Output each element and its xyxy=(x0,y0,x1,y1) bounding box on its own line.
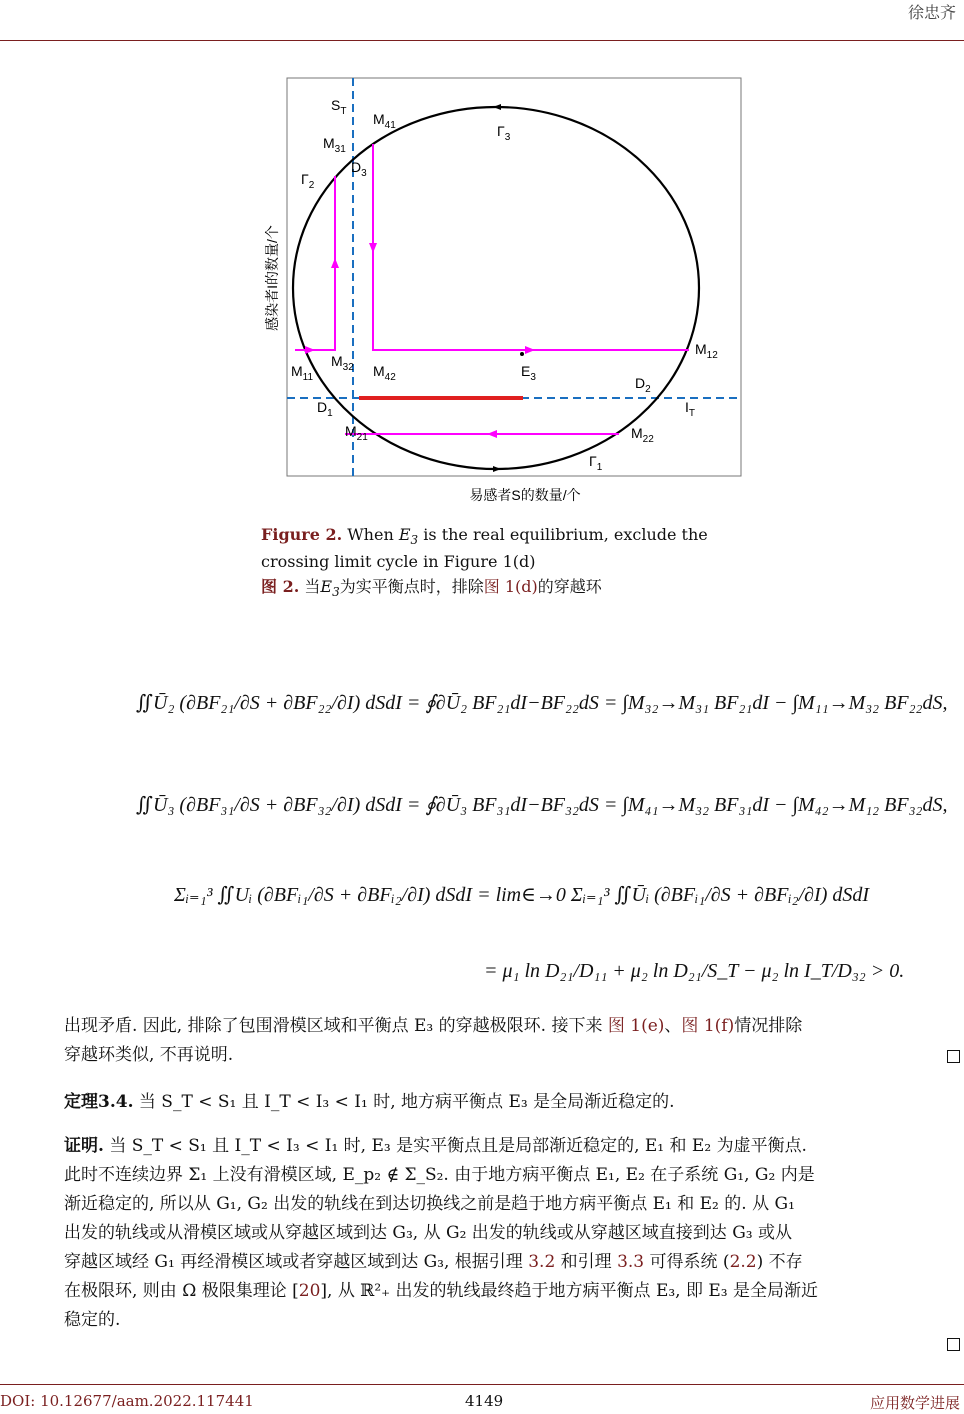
qed-box-1 xyxy=(947,1050,960,1063)
label-D2: $D_2$ xyxy=(635,375,651,395)
label-M12: $M_{12}$ xyxy=(695,341,718,361)
caption-en-var-sub: 3 xyxy=(410,533,419,548)
point-labels xyxy=(291,97,718,473)
proof-line-2: 此时不连续边界 Σ₁ 上没有滑模区域, E_p₂ ∉ Σ_S₂. 由于地方病平衡点 E₁, E₂ 在子系统 G₁, G₂ 内是 xyxy=(64,1165,815,1185)
caption-zh-text-3: 的穿越环 xyxy=(537,577,602,596)
proof-line-6b: ], 从 ℝ²₊ 出发的轨线最终趋于地方病平衡点 E₃, 即 E₃ 是全局渐近 xyxy=(320,1281,819,1301)
trajectory-right xyxy=(373,144,689,350)
theorem-text: 当 S_T < S₁ 且 I_T < I₃ < I₁ 时, 地方病平衡点 E₃ 是全局渐近稳定的. xyxy=(138,1092,675,1112)
arrow-right-left xyxy=(305,346,315,354)
arrow-left xyxy=(487,430,497,438)
proof-line-4: 出发的轨线或从滑模区域或从穿越区域到达 G₃, 从 G₂ 出发的轨线或从穿越区域直接到达 G₃ 或从 xyxy=(64,1223,793,1243)
plot-frame xyxy=(287,78,741,476)
label-M31: $M_{31}$ xyxy=(323,135,346,155)
caption-en-text-2: is the real equilibrium, exclude the crossing limit cycle in Figure 1(d) xyxy=(261,525,708,572)
theorem-3-4 xyxy=(64,1088,964,1117)
label-M32: $M_{32}$ xyxy=(331,353,354,373)
equation-2: ∬Ū₃ (∂BF₃₁/∂S + ∂BF₃₂/∂I) dSdI = ∮∂Ū₃ BF₃₁dI−BF₃₂dS = ∫M₄₁→M₃₂ BF₃₁dI − ∫M₄₂→M₁₂ BF₃₂dS, xyxy=(136,794,948,816)
caption-en-text-1: When xyxy=(347,525,394,544)
proof-line-5d: ) 不存 xyxy=(756,1252,803,1272)
paragraph-contradiction xyxy=(64,1012,964,1070)
caption-zh xyxy=(261,576,741,603)
label-M21: $M_{21}$ xyxy=(345,423,368,443)
caption-en xyxy=(261,524,741,573)
caption-zh-var-sub: 3 xyxy=(332,585,340,600)
proof xyxy=(64,1132,964,1335)
equilibrium-E3 xyxy=(520,352,524,356)
label-D1: $D_1$ xyxy=(317,399,333,419)
header-author: 徐忠齐 xyxy=(907,3,956,22)
cycle-arrow-top xyxy=(493,104,501,110)
trajectory-left xyxy=(295,176,335,350)
caption-zh-var: E xyxy=(320,577,333,596)
arrow-right xyxy=(525,346,535,354)
p1-ref-fig1e[interactable]: 图 1(e) xyxy=(607,1016,665,1036)
label-G3: $\Gamma_3$ xyxy=(497,123,511,143)
label-IT: $I_T$ xyxy=(685,399,695,419)
y-axis-label: 感染者I的数量/个 xyxy=(264,225,280,331)
footer-doi[interactable]: DOI: 10.12677/aam.2022.117441 xyxy=(0,1392,254,1410)
caption-zh-label: 图 2. xyxy=(261,577,300,596)
equation-3: Σᵢ₌₁³ ∬Uᵢ (∂BFᵢ₁/∂S + ∂BFᵢ₂/∂I) dSdI = lim∈→0 Σᵢ₌₁³ ∬Ūᵢ (∂BFᵢ₁/∂S + ∂BFᵢ₂/∂I) dSdI xyxy=(174,884,870,906)
proof-line-5c: 可得系统 ( xyxy=(649,1252,730,1272)
proof-label: 证明. xyxy=(64,1136,104,1156)
label-ST: $S_T$ xyxy=(331,97,347,117)
x-axis-label: 易感者S的数量/个 xyxy=(469,487,581,503)
proof-line-7: 稳定的. xyxy=(64,1310,121,1330)
p1-text-c: 穿越环类似, 不再说明. xyxy=(64,1045,234,1065)
label-M42: $M_{42}$ xyxy=(373,363,396,383)
proof-ref-system-2-2[interactable]: 2.2 xyxy=(729,1252,757,1272)
proof-line-5a: 穿越区域经 G₁ 再经滑模区域或者穿越区域到达 G₃, 根据引理 xyxy=(64,1252,523,1272)
p1-text-b: 情况排除 xyxy=(734,1016,803,1036)
p1-text-mid: 、 xyxy=(664,1016,682,1036)
arrow-up xyxy=(331,258,339,268)
label-M11: $M_{11}$ xyxy=(291,363,314,383)
equation-4: = μ₁ ln D₂₁/D₁₁ + μ₂ ln D₂₁/S_T − μ₂ ln I_T/D₃₂ > 0. xyxy=(484,960,905,982)
proof-line-5b: 和引理 xyxy=(560,1252,612,1272)
figure-2-plot xyxy=(255,68,755,508)
proof-ref-lemma-3-2[interactable]: 3.2 xyxy=(528,1252,556,1272)
p1-ref-fig1f[interactable]: 图 1(f) xyxy=(681,1016,735,1036)
caption-en-label: Figure 2. xyxy=(261,525,343,544)
caption-en-var: E xyxy=(398,525,411,544)
label-M22: $M_{22}$ xyxy=(631,425,654,445)
proof-line-6a: 在极限环, 则由 Ω 极限集理论 [ xyxy=(64,1281,299,1301)
label-G2: $\Gamma_2$ xyxy=(301,171,315,191)
proof-ref-citation-20[interactable]: 20 xyxy=(298,1281,321,1301)
cycle-arrow-bottom xyxy=(493,466,501,472)
label-E3: $E_3$ xyxy=(521,363,536,383)
p1-text-a: 出现矛盾. 因此, 排除了包围滑模区域和平衡点 E₃ 的穿越极限环. 接下来 xyxy=(64,1016,603,1036)
label-D3: $D_3$ xyxy=(351,159,367,179)
footer-page-number: 4149 xyxy=(465,1392,504,1410)
proof-line-1: 当 S_T < S₁ 且 I_T < I₃ < I₁ 时, E₃ 是实平衡点且是局部渐近稳定的, E₁ 和 E₂ 为虚平衡点. xyxy=(109,1136,807,1156)
figure-2 xyxy=(255,68,755,508)
proof-ref-lemma-3-3[interactable]: 3.3 xyxy=(617,1252,645,1272)
label-M41: $M_{41}$ xyxy=(373,111,396,131)
arrow-down xyxy=(369,243,377,253)
label-G1: $\Gamma_1$ xyxy=(589,453,603,473)
equation-1: ∬Ū₂ (∂BF₂₁/∂S + ∂BF₂₂/∂I) dSdI = ∮∂Ū₂ BF₂₁dI−BF₂₂dS = ∫M₃₂→M₃₁ BF₂₁dI − ∫M₁₁→M₃₂ BF₂₂dS, xyxy=(136,692,948,714)
qed-box-2 xyxy=(947,1338,960,1351)
footer-rule xyxy=(0,1384,964,1385)
footer-journal: 应用数学进展 xyxy=(869,1394,960,1412)
caption-zh-text-2: 为实平衡点时，排除 xyxy=(339,577,484,596)
proof-line-3: 渐近稳定的, 所以从 G₁, G₂ 出发的轨线在到达切换线之前是趋于地方病平衡点 E₁ 和 E₂ 的. 从 G₁ xyxy=(64,1194,795,1214)
theorem-label: 定理3.4. xyxy=(64,1092,134,1112)
caption-zh-text-1: 当 xyxy=(304,577,321,596)
header-rule xyxy=(0,40,964,41)
caption-zh-ref[interactable]: 图 1(d) xyxy=(483,577,538,596)
